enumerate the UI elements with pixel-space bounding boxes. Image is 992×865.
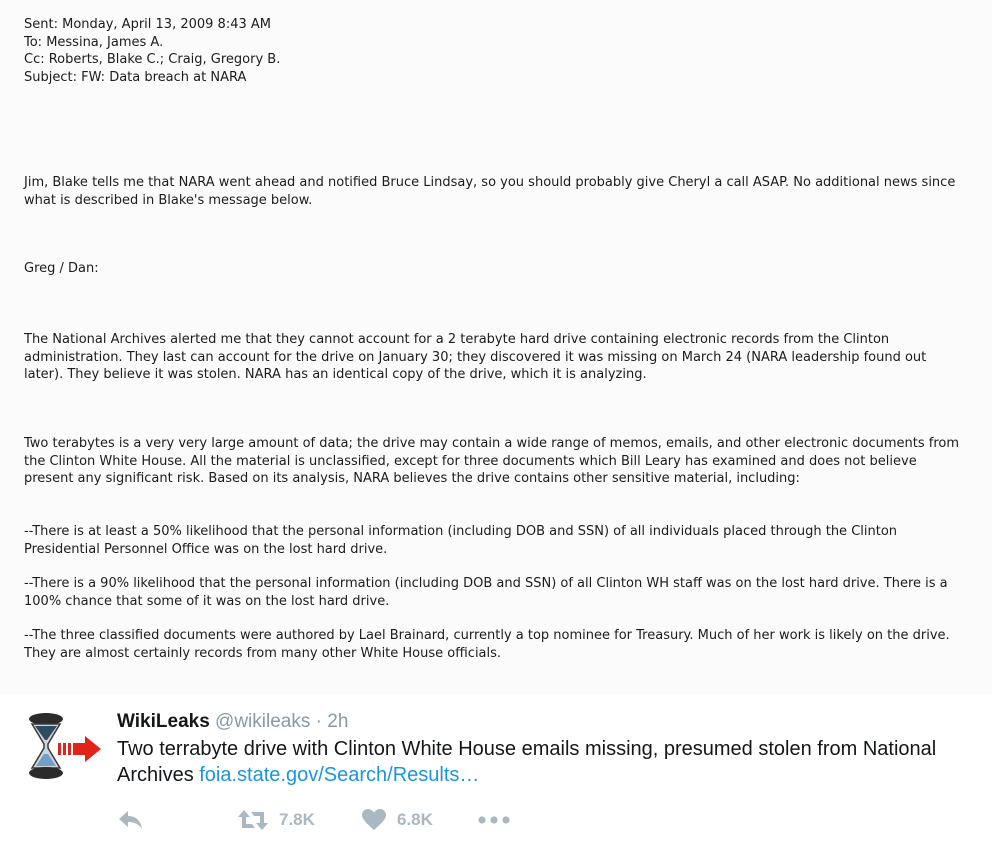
tweet-author-line: [117, 710, 348, 734]
separator: ·: [315, 711, 322, 732]
more-icon: [477, 808, 511, 832]
email-paragraph-6: --There is a 90% likelihood that the personal information (including DOB and SSN) of all Clinton WH staff was on the lost hard drive. There is a 100% chance that some of it was on the lost hard drive.: [24, 576, 948, 609]
tweet-actions: [117, 808, 717, 836]
email-paragraph-2: Greg / Dan:: [24, 261, 99, 276]
reply-button[interactable]: [117, 808, 145, 832]
email-paragraph-7: --The three classified documents were authored by Lael Brainard, currently a top nominee for Treasury. Much of her work is likely on the drive. They are almost certainly records from many other White House officials.: [24, 628, 950, 661]
author-handle[interactable]: @wikileaks: [215, 711, 311, 732]
retweet-icon: [237, 808, 269, 832]
email-paragraph-1: Jim, Blake tells me that NARA went ahead and notified Bruce Lindsay, so you should probably give Cheryl a call ASAP. No additional news since what is described in Blake's message below.: [24, 175, 956, 208]
tweet-link[interactable]: foia.state.gov/Search/Results…: [199, 764, 480, 786]
email-paragraph-3: The National Archives alerted me that they cannot account for a 2 terabyte hard drive containing electronic records from the Clinton administration. They last can account for the drive on January 30; they discovered it was missing on March 24 (NARA leadership found out later). They believe it was stolen. NARA has an identical copy of the drive, which it is analyzing.: [24, 332, 927, 382]
tweet-body: Two terrabyte drive with Clinton White House emails missing, presumed stolen from National Archives: [117, 738, 937, 786]
like-button[interactable]: [361, 808, 433, 832]
tweet-time[interactable]: 2h: [327, 711, 349, 732]
email-cc: Cc: Roberts, Blake C.; Craig, Gregory B.: [24, 52, 281, 67]
email-paragraph-5: --There is at least a 50% likelihood that the personal information (including DOB and SSN) of all individuals placed through the Clinton Presidential Personnel Office was on the lost hard drive.: [24, 524, 898, 557]
email-header: [24, 16, 924, 86]
more-button[interactable]: [477, 808, 511, 832]
red-arrow-icon: [58, 736, 102, 762]
email-subject: Subject: FW: Data breach at NARA: [24, 69, 247, 85]
heart-icon: [361, 808, 387, 832]
tweet: [0, 700, 992, 865]
retweet-count: 7.8K: [279, 810, 315, 829]
email-sent: Sent: Monday, April 13, 2009 8:43 AM: [24, 17, 271, 32]
email-paragraph-4: Two terabytes is a very very large amount of data; the drive may contain a wide range of memos, emails, and other electronic documents from the Clinton White House. All the material is unclassified, except for three documents which Bill Leary has examined and does not believe present any significant risk. Based on its analysis, NARA believes the drive contains other sensitive material, including:: [24, 436, 959, 486]
author-name[interactable]: WikiLeaks: [117, 711, 210, 732]
reply-icon: [117, 808, 145, 832]
email-to: To: Messina, James A.: [24, 34, 164, 50]
like-count: 6.8K: [397, 810, 433, 829]
retweet-button[interactable]: [237, 808, 315, 832]
tweet-text: [117, 736, 977, 788]
